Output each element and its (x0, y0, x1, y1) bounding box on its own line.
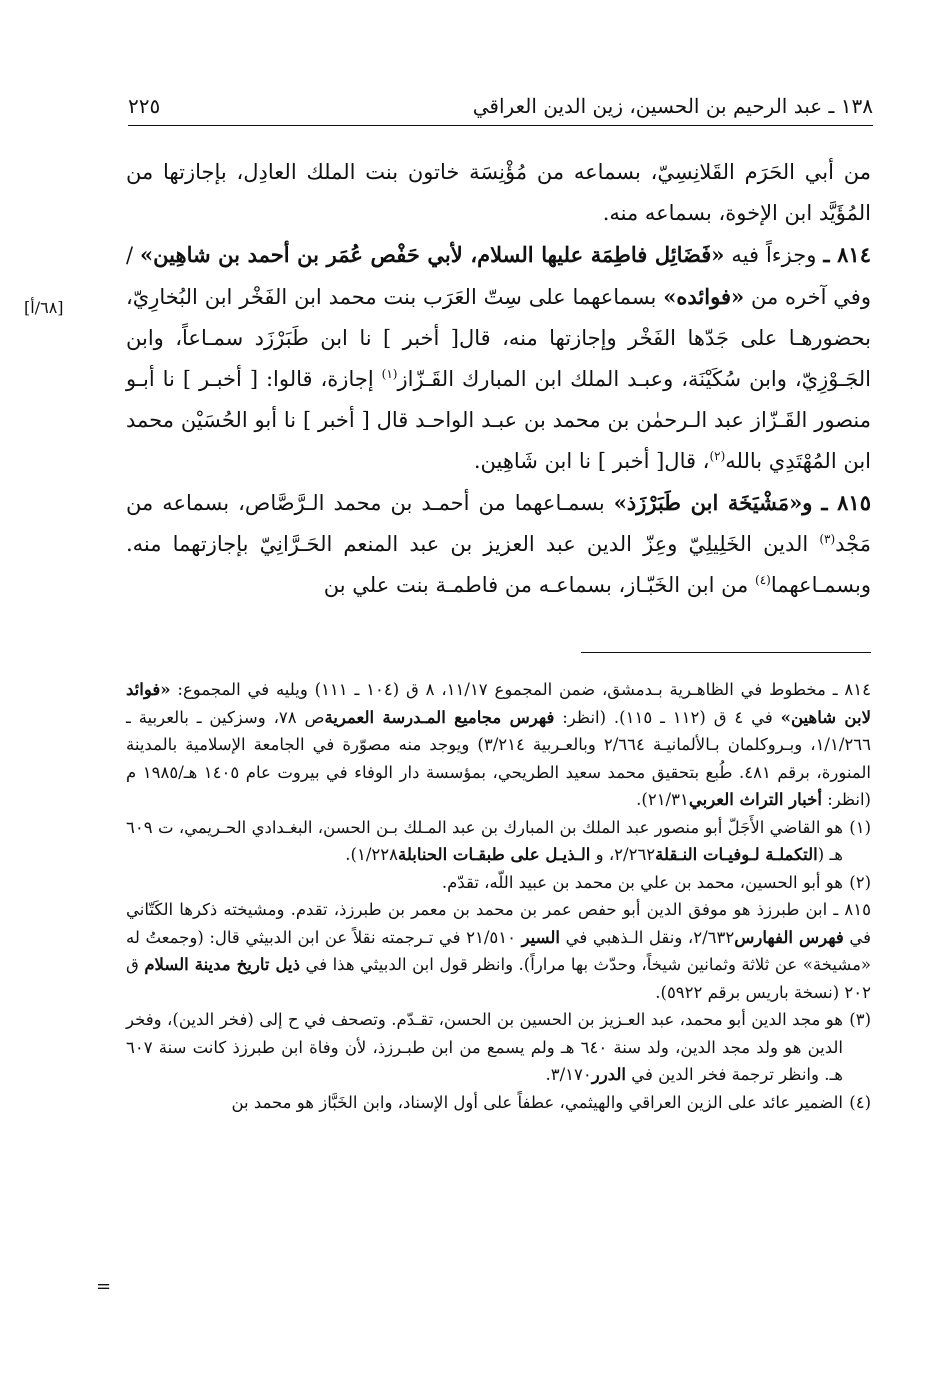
footnote-1 (126, 814, 871, 869)
footnote-mark: (٣) (849, 1010, 871, 1029)
footnote-text: ص ٧٨، وسزكين ـ بالعربية ـ ١/١/٢٦٦، وبـروكلمان (126, 707, 871, 754)
footnote-book-title: «فوائد لابن شاهين» (126, 680, 871, 727)
footnote-text: ق ٢٠٢ (نسخة باريس برقم ٥٩٢٢). (126, 955, 871, 1002)
footnote-book-title: الدرر (591, 1065, 626, 1084)
footnote-text: ابن طبرزذ هو موفق الدين أبو حفص عمر بن محمد بن معمر بن طبرزذ، تقدم. ومشيخته ذكرها الكَتّاني في (126, 900, 872, 947)
footnote-book-title: السير (521, 927, 560, 947)
footnote-number: ٨١٤ ـ (832, 680, 871, 699)
footnote-ref[interactable]: (٣) (819, 532, 836, 546)
running-header (128, 84, 873, 118)
footnote-mark: (٤) (849, 1092, 871, 1112)
entry-text: وجزءاً فيه (731, 243, 817, 267)
footnote-815 (126, 896, 871, 1006)
footnote-book-title: التكملـة لـوفيـات النـقلة (655, 845, 818, 864)
footnote-book-title: فهرس الفهارس (734, 927, 844, 947)
footnote-text: بـالألمانيـة ٢/٦٦٤ وبالعـربية ٣/٢١٤) ويوجد منه مصوّرة في الجامعة الإسلامية بالمدينة المنورة، برقم ٤٨١. طُبع بتحقيق محمد سعيد الطريحي، بمؤسسة دار الوفاء في بيروت عام ١٤٠٥ هـ/١٩٨٥ م (انظر: (126, 735, 871, 809)
footnote-book-title: الـذيـل على طبقـات الحنابلة (398, 845, 591, 864)
footnote-2 (126, 869, 871, 897)
footnote-rule (581, 652, 871, 653)
footnote-text: ٢/٢٦٢، و (595, 845, 656, 864)
footnote-ref[interactable]: (٤) (755, 573, 771, 587)
footnote-book-title: ذيل تاريخ مدينة السلام (144, 955, 300, 974)
continuation-mark: = (96, 1276, 112, 1297)
footnote-ref[interactable]: (١) (381, 367, 398, 381)
footnote-text: ٢١/٥١٠ في تـرجمته نقلاً عن ابن الدبيثي قال: (وجمعتُ له «مشيخة» عن ثلاثة وثمانين شيخاً، وحدّث بها مراراً). وانظر قول ابن الدبيثي هذا في (126, 927, 872, 974)
header-rule (128, 125, 873, 126)
book-title: و«مَشْيَخَة ابن طَبَرْزَذ» (613, 490, 813, 515)
footnote-number: ٨١٥ ـ (833, 900, 871, 919)
running-title: ١٣٨ ـ عبد الرحيم بن الحسين، زين الدين العراقي (472, 94, 873, 118)
entry-number: ٨١٤ ـ (823, 242, 871, 267)
book-title: «فَضَائِل فاطِمَة عليها السلام، لأبي حَفْص عُمَر بن أحمد بن شاهِين» (140, 242, 725, 267)
entry-text: / وفي آخره من (126, 243, 871, 309)
footnote-text: ٢/٦٣٢، ونقل الـذهبي في (565, 927, 735, 947)
footnote-book-title: فهرس مجاميع المـدرسة العمرية (324, 707, 555, 727)
footnote-3 (126, 1006, 871, 1089)
entry-text: بسمـاعهما من أحمـد بن محمد الـرَّصَّاص، بسماعه من مَجْد (126, 491, 871, 556)
footnote-book-title: أخبار التراث العربي (688, 790, 822, 809)
footnote-mark: (٢) (849, 872, 871, 892)
entry-814 (126, 234, 871, 482)
footnote-814 (126, 676, 871, 814)
footnote-4 (126, 1089, 871, 1117)
page-number: ٢٢٥ (128, 94, 161, 118)
entry-text: ، قال[ أخبر ] نا ابن شَاهِين. (473, 449, 710, 473)
entry-number: ٨١٥ ـ (821, 490, 871, 515)
footnote-text: في ٤ ق (١١٢ ـ ١١٥). (انظر: (562, 707, 773, 727)
footnote-mark: (١) (849, 817, 871, 837)
entry-815 (126, 482, 871, 606)
footnote-text: هو مجد الدين أبو محمد، عبد العـزيز بن الحسين بن الحسن، تقـدّم. وتصحف في ح إلى (فخر الدين)، وفخر الدين هو ولد مجد الدين، ولد سنة ٦٤٠ هـ ولم يسمع من ابن طبـرزذ، لأن وفاة ابن طبرزذ كانت سنة ٦٠٧ هـ. وانظر ترجمة فخر الدين في (126, 1010, 843, 1084)
footnote-text: ٣/١٧٠. (545, 1065, 592, 1084)
margin-folio-note: [٦٨/أ] (24, 298, 64, 317)
footnote-ref[interactable]: (٢) (709, 449, 726, 463)
footnote-text: ١/٢٢٨). (345, 845, 398, 864)
entry-text: الدين الخَلِيلِيّ وعِزّ الدين عبد العزيز بن عبد المنعم الحَـرَّانِيّ بإجازتهما منه. وبسمـاعهما (126, 532, 871, 597)
entry-text: من ابن الخَبّـاز، بسماعـه من فاطمـة بنت علي بن (323, 573, 749, 597)
footnote-text: هو القاضي الأَجَلّ أبو منصور عبد الملك بن المبارك بن عبد المـلك بـن الحسن، البغـدادي الحـريمي، ت ٦٠٩ هـ ( (126, 817, 843, 864)
paragraph-continuation: من أبي الحَرَم القَلانِسِيّ، بسماعه من مُؤْنِسَة خاتون بنت الملك العادِل، بإجازتها من المُؤَيَّد ابن الإخوة، بسماعه منه. (126, 160, 871, 225)
footnote-text: هو أبو الحسين، محمد بن علي بن محمد بن عبيد اللّه، تقدّم. (441, 872, 843, 892)
main-text (126, 152, 871, 606)
footnote-text: الضمير عائد على الزين العراقي والهيثمي، عطفاً على أول الإسناد، وابن الخَبَّاز هو محمد بن (231, 1092, 843, 1112)
entry-text: بسماعهما على سِتّ العَرَب بنت محمد ابن الفَخْر ابن البُخارِيّ، بحضورهـا على جَدّها الفَخْر وإجازتها منه، قال[ أخبر ] نا ابن طَبَرْزَد سمـاعاً، وابن الجَـوْزِيّ، وابن سُكَيْنَة، وعبـد الملك ابن المبارك القَـزّاز (126, 285, 872, 391)
book-title: «فوائده» (663, 284, 745, 309)
footnote-text: ٢١/٣١). (636, 790, 689, 809)
entry-text: إجازة، قالوا: [ أخبـر ] نا أبـو منصور القَـزّاز عبد الـرحمٰن بن محمد بن عبـد الواحـد قال [ أخبر ] نا أبو الحُسَيْن محمد ابن المُهْتَدِي بالله (126, 367, 871, 473)
footnote-text: مخطوط في الظاهـرية بـدمشق، ضمن المجموع ١١/١٧، ٨ ق (١٠٤ ـ ١١١) ويليه في المجموع: (177, 680, 826, 699)
footnotes (126, 676, 871, 1116)
